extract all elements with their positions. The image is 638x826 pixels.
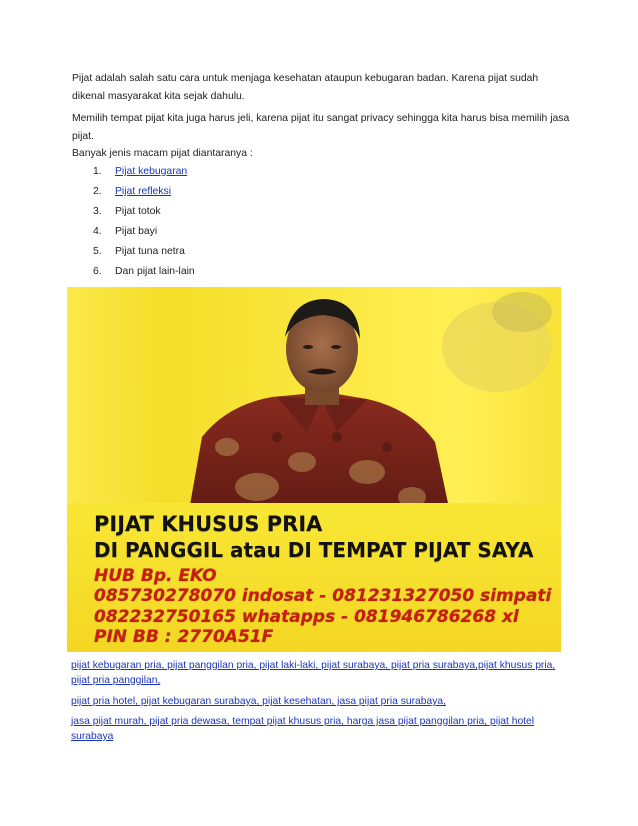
list-item	[93, 162, 195, 182]
keyword-link[interactable]: pijat pria hotel, pijat kebugaran surabaya, pijat kesehatan, jasa pijat pria surabaya,	[71, 696, 446, 707]
list-item	[93, 202, 195, 222]
ad-subheadline: DI PANGGIL atau DI TEMPAT PIJAT SAYA	[94, 538, 534, 562]
list-item-number: 5.	[93, 246, 102, 257]
keyword-links-2	[71, 694, 571, 709]
massage-types-list	[93, 162, 195, 282]
list-item	[93, 262, 195, 282]
list-item	[93, 222, 195, 242]
list-item-label: Pijat bayi	[115, 226, 158, 237]
link-pijat-kebugaran[interactable]: Pijat kebugaran	[115, 166, 188, 177]
man-portrait-photo	[67, 287, 561, 522]
list-item-label: Dan pijat lain-lain	[115, 266, 195, 277]
list-item-label: Pijat tuna netra	[115, 246, 185, 257]
ad-phone-line-2: 082232750165 whatapps - 081946786268 xl	[94, 607, 519, 627]
ad-pin-bb: PIN BB : 2770A51F	[94, 627, 274, 647]
intro-paragraph-3: Banyak jenis macam pijat diantaranya :	[72, 148, 253, 159]
advertisement-image	[67, 287, 561, 652]
link-pijat-refleksi[interactable]: Pijat refleksi	[115, 186, 172, 197]
list-item-number: 2.	[93, 186, 102, 197]
keyword-links-3	[71, 714, 571, 744]
keyword-link[interactable]: jasa pijat murah, pijat pria dewasa, tempat pijat khusus pria, harga jasa pijat panggilan pria, pijat hotel surabaya	[71, 716, 535, 742]
list-item-number: 4.	[93, 226, 102, 237]
keyword-links-1	[71, 658, 571, 688]
list-item-number: 1.	[93, 166, 102, 177]
list-item-number: 3.	[93, 206, 102, 217]
ad-phone-line-1: 085730278070 indosat - 081231327050 simpati	[94, 586, 552, 606]
ad-contact-name: HUB Bp. EKO	[94, 566, 217, 586]
intro-paragraph-2: Memilih tempat pijat kita juga harus jeli, karena pijat itu sangat privacy sehingga kita harus bisa memilih jasa pijat.	[72, 113, 570, 142]
keyword-link[interactable]: pijat kebugaran pria, pijat panggilan pria, pijat laki-laki, pijat surabaya, pijat pria surabaya,pijat khusus pria, pijat pria panggilan,	[71, 660, 556, 686]
intro-paragraph-1: Pijat adalah salah satu cara untuk menjaga kesehatan ataupun kebugaran badan. Karena pijat sudah dikenal masyarakat kita sejak dahulu.	[72, 73, 539, 102]
ad-headline: PIJAT KHUSUS PRIA	[94, 512, 323, 536]
list-item	[93, 242, 195, 262]
list-item-number: 6.	[93, 266, 102, 277]
list-item	[93, 182, 195, 202]
list-item-label: Pijat totok	[115, 206, 161, 217]
ad-banner	[67, 503, 561, 652]
